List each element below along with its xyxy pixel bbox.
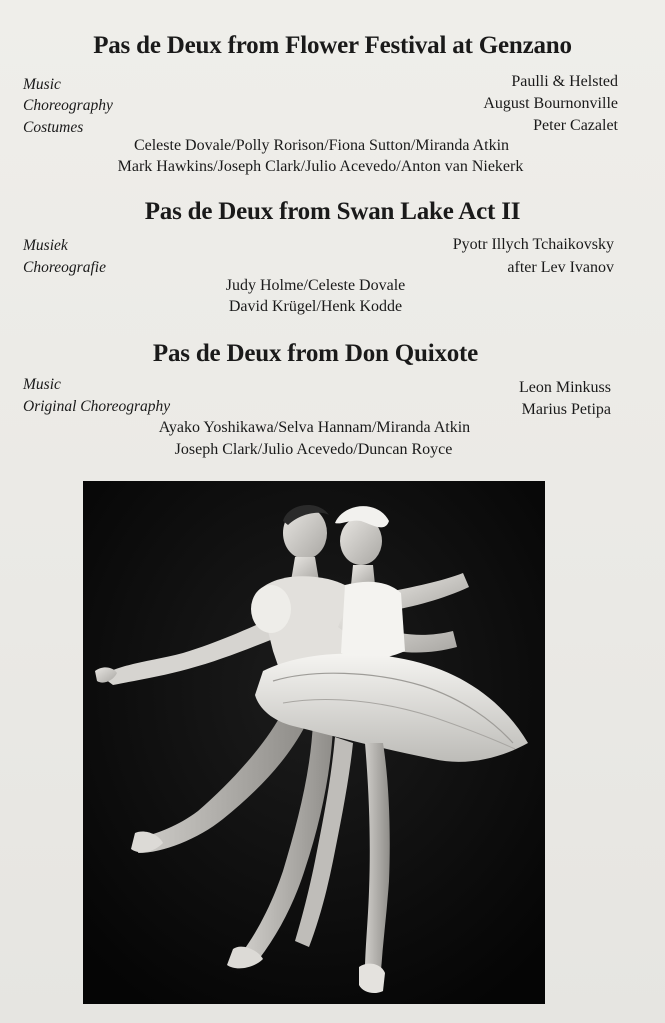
section-title-don-quixote: Pas de Deux from Don Quixote <box>152 340 479 367</box>
role-label-choreografie: Choreografie <box>23 259 106 276</box>
credit-choreografie: after Lev Ivanov <box>507 259 614 276</box>
section-title-swan-lake: Pas de Deux from Swan Lake Act II <box>144 198 521 225</box>
cast-line-men: Mark Hawkins/Joseph Clark/Julio Acevedo/Anton van Niekerk <box>117 158 524 175</box>
credit-costumes: Peter Cazalet <box>533 117 618 134</box>
role-label-original-choreography: Original Choreography <box>23 398 171 415</box>
role-label-music: Music <box>23 376 61 393</box>
credit-musiek: Pyotr Illych Tchaikovsky <box>452 236 614 253</box>
cast-line-men: Joseph Clark/Julio Acevedo/Duncan Royce <box>174 441 453 458</box>
credit-choreography: August Bournonville <box>483 95 618 112</box>
cast-line-women: Judy Holme/Celeste Dovale <box>225 277 406 294</box>
cast-line-women: Celeste Dovale/Polly Rorison/Fiona Sutton/Miranda Atkin <box>133 137 510 154</box>
role-label-choreography: Choreography <box>23 97 113 114</box>
credit-music: Leon Minkuss <box>519 379 611 396</box>
cast-line-women: Ayako Yoshikawa/Selva Hannam/Miranda Atkin <box>158 419 471 436</box>
role-label-costumes: Costumes <box>23 119 84 136</box>
credit-music: Paulli & Helsted <box>511 73 618 90</box>
credit-original-choreography: Marius Petipa <box>521 401 611 418</box>
cast-line-men: David Krügel/Henk Kodde <box>228 298 403 315</box>
section-title-flower-festival: Pas de Deux from Flower Festival at Genzano <box>93 32 572 59</box>
role-label-musiek: Musiek <box>23 237 68 254</box>
dancers-photograph <box>83 481 545 1004</box>
role-label-music: Music <box>23 76 61 93</box>
